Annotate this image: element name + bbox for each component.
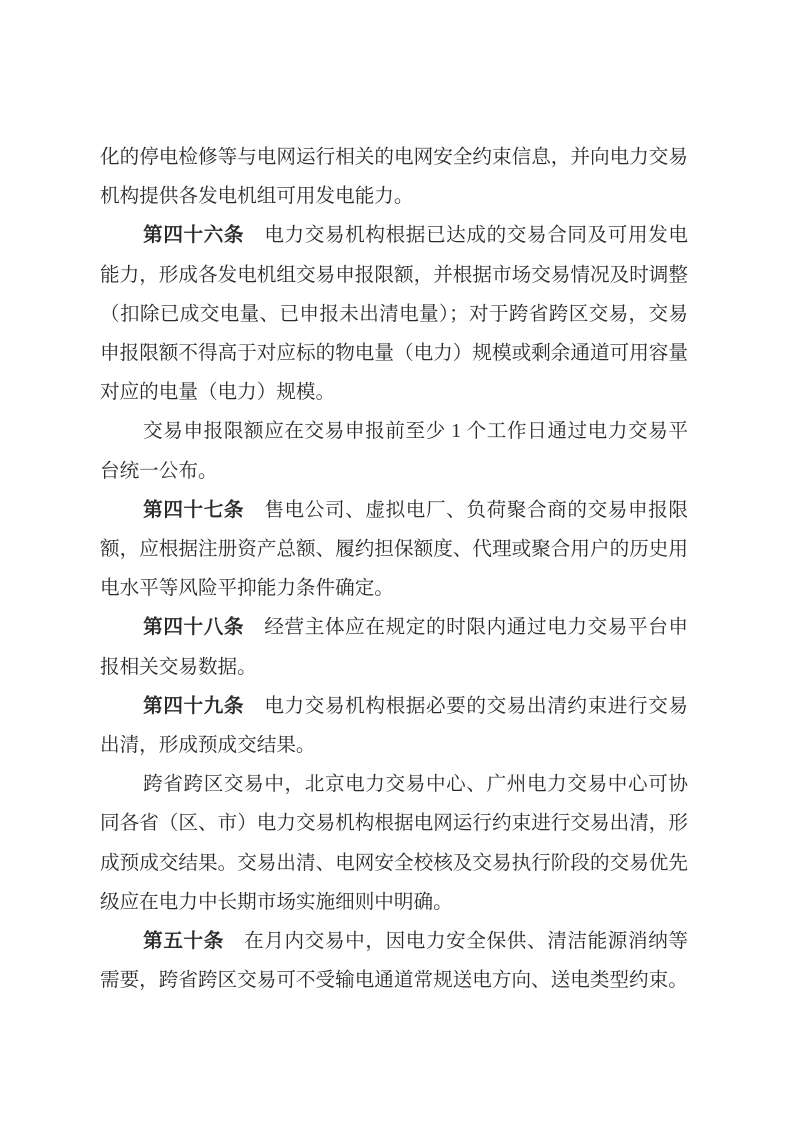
article-number: 第四十八条 xyxy=(143,617,245,639)
paragraph-text: 在月内交易中，因电力安全保供、清洁能源消纳等需要，跨省跨区交易可不受输电通道常规送电方向、送电类型约束。 xyxy=(100,931,689,992)
article-46 xyxy=(100,216,688,412)
paragraph-text: 经营主体应在规定的时限内通过电力交易平台申报相关交易数据。 xyxy=(100,617,689,678)
article-48 xyxy=(100,608,688,686)
paragraph-text: 跨省跨区交易中，北京电力交易中心、广州电力交易中心可协同各省（区、市）电力交易机构根据电网运行约束进行交易出清，形成预成交结果。交易出清、电网安全校核及交易执行阶段的交易优先级应在电力中长期市场实施细则中明确。 xyxy=(100,774,688,913)
paragraph-text: 售电公司、虚拟电厂、负荷聚合商的交易申报限额，应根据注册资产总额、履约担保额度、代理或聚合用户的历史用电水平等风险平抑能力条件确定。 xyxy=(100,499,689,600)
para-cross-province-clearing xyxy=(100,765,688,922)
para-continuation xyxy=(100,138,688,216)
paragraph-text: 电力交易机构根据已达成的交易合同及可用发电能力，形成各发电机组交易申报限额，并根据市场交易情况及时调整（扣除已成交电量、已申报未出清电量）；对于跨省跨区交易，交易申报限额不得高于对应标的物电量（电力）规模或剩余通道可用容量对应的电量（电力）规模。 xyxy=(100,225,689,404)
article-47 xyxy=(100,491,688,609)
paragraph-text: 化的停电检修等与电网运行相关的电网安全约束信息，并向电力交易机构提供各发电机组可用发电能力。 xyxy=(100,147,688,208)
article-49 xyxy=(100,687,688,765)
paragraph-text: 电力交易机构根据必要的交易出清约束进行交易出清，形成预成交结果。 xyxy=(100,695,689,757)
article-number: 第四十九条 xyxy=(143,695,245,717)
article-number: 第四十七条 xyxy=(143,499,245,521)
article-number: 第五十条 xyxy=(143,931,224,953)
article-number: 第四十六条 xyxy=(143,225,245,247)
para-limit-publish xyxy=(100,412,688,490)
article-50 xyxy=(100,922,688,1000)
paragraph-text: 交易申报限额应在交易申报前至少 1 个工作日通过电力交易平台统一公布。 xyxy=(100,421,688,482)
document-content xyxy=(100,138,688,1000)
